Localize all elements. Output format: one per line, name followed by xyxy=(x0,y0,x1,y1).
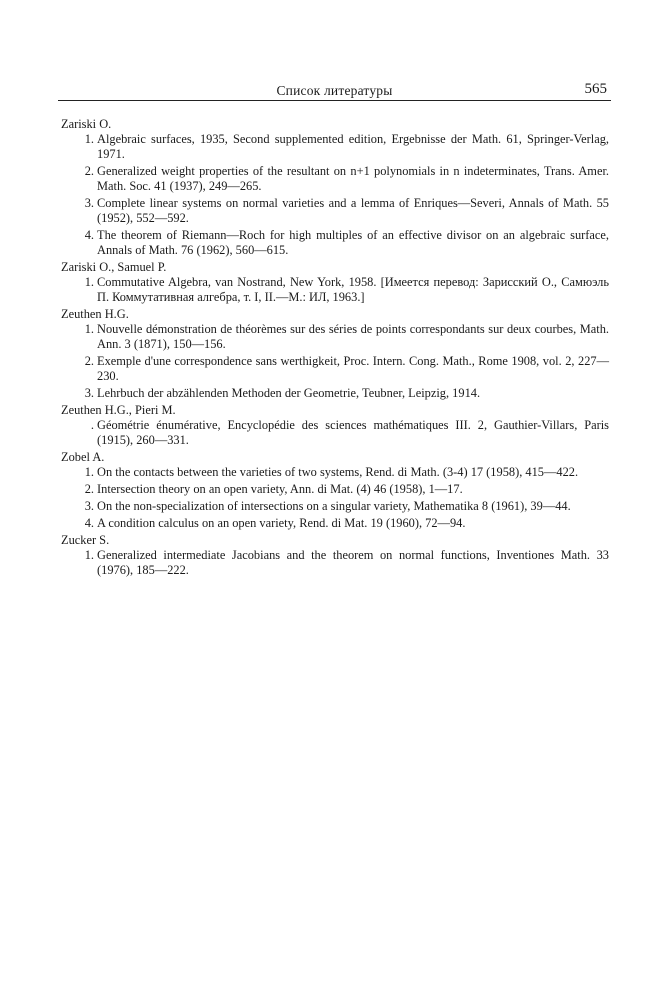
bibliography-entry xyxy=(61,450,609,531)
work-item xyxy=(61,418,609,448)
running-header xyxy=(58,80,611,101)
work-citation: On the contacts between the varieties of two systems, Rend. di Math. (3-4) 17 (1958), 415—422. xyxy=(97,465,579,479)
work-number: 2. xyxy=(84,482,94,496)
work-citation: Lehrbuch der abzählenden Methoden der Geometrie, Teubner, Leipzig, 1914. xyxy=(97,386,481,400)
page-number: 565 xyxy=(584,81,607,97)
work-number: 3. xyxy=(84,386,94,400)
bibliography-entry xyxy=(61,403,609,448)
work-item xyxy=(61,322,609,352)
entry-author: Zariski O., Samuel P. xyxy=(61,260,167,274)
work-citation: Intersection theory on an open variety, Ann. di Mat. (4) 46 (1958), 1—17. xyxy=(97,482,463,496)
entry-author: Zariski O. xyxy=(61,117,112,131)
entry-author: Zeuthen H.G. xyxy=(61,307,129,321)
work-number: 3. xyxy=(84,196,94,210)
work-item xyxy=(61,516,609,531)
bibliography-entry xyxy=(61,260,609,305)
work-number: 1. xyxy=(84,132,94,146)
work-number: 1. xyxy=(84,548,94,562)
work-item xyxy=(61,228,609,258)
entry-works xyxy=(61,275,609,305)
work-number: 4. xyxy=(84,516,94,530)
work-item xyxy=(61,465,609,480)
work-number: 4. xyxy=(84,228,94,242)
work-item xyxy=(61,482,609,497)
work-citation: Nouvelle démonstration de théorèmes sur des séries de points correspondants sur deux courbes, Math. Ann. 3 (1871), 150—156. xyxy=(97,322,609,351)
work-number: 3. xyxy=(84,499,94,513)
work-item xyxy=(61,164,609,194)
work-citation: The theorem of Riemann—Roch for high multiples of an effective divisor on an algebraic surface, Annals of Math. 76 (1962), 560—615. xyxy=(97,228,609,257)
work-citation: Complete linear systems on normal varieties and a lemma of Enriques—Severi, Annals of Math. 55 (1952), 552—592. xyxy=(97,196,609,225)
work-item xyxy=(61,275,609,305)
bibliography-entry xyxy=(61,533,609,578)
work-number: 1. xyxy=(84,322,94,336)
work-item xyxy=(61,196,609,226)
work-citation: Géométrie énumérative, Encyclopédie des sciences mathématiques III. 2, Gauthier-Villars, Paris (1915), 260—331. xyxy=(97,418,609,447)
work-number: 2. xyxy=(84,164,94,178)
work-item xyxy=(61,386,609,401)
work-item xyxy=(61,548,609,578)
entry-works xyxy=(61,548,609,578)
bibliography-list xyxy=(61,117,609,580)
work-citation: Generalized intermediate Jacobians and the theorem on normal functions, Inventiones Math. 33 (1976), 185—222. xyxy=(97,548,609,577)
running-title: Список литературы xyxy=(276,83,393,98)
work-citation: Generalized weight properties of the resultant on n+1 polynomials in n indeterminates, Trans. Amer. Math. Soc. 41 (1937), 249—265. xyxy=(97,164,609,193)
work-item xyxy=(61,499,609,514)
entry-works xyxy=(61,132,609,258)
work-citation: On the non-specialization of intersections on a singular variety, Mathematika 8 (1961), 39—44. xyxy=(97,499,571,513)
work-number: . xyxy=(90,418,94,432)
work-citation: Algebraic surfaces, 1935, Second supplemented edition, Ergebnisse der Math. 61, Springer-Verlag, 1971. xyxy=(97,132,609,161)
entry-works xyxy=(61,322,609,401)
work-number: 2. xyxy=(84,354,94,368)
work-citation: Commutative Algebra, van Nostrand, New York, 1958. [Имеется перевод: Зарисский О., Самюэль П. Коммутативная алгебра, т. I, II.—М.: ИЛ, 1963.] xyxy=(97,275,609,304)
work-number: 1. xyxy=(84,275,94,289)
entry-author: Zobel A. xyxy=(61,450,105,464)
entry-works xyxy=(61,465,609,531)
work-number: 1. xyxy=(84,465,94,479)
bibliography-entry xyxy=(61,117,609,258)
entry-works xyxy=(61,418,609,448)
work-citation: A condition calculus on an open variety, Rend. di Mat. 19 (1960), 72—94. xyxy=(97,516,466,530)
bibliography-entry xyxy=(61,307,609,401)
work-item xyxy=(61,132,609,162)
entry-author: Zeuthen H.G., Pieri M. xyxy=(61,403,176,417)
entry-author: Zucker S. xyxy=(61,533,110,547)
work-item xyxy=(61,354,609,384)
work-citation: Exemple d'une correspondence sans werthigkeit, Proc. Intern. Cong. Math., Rome 1908, vol. 2, 227—230. xyxy=(97,354,609,383)
